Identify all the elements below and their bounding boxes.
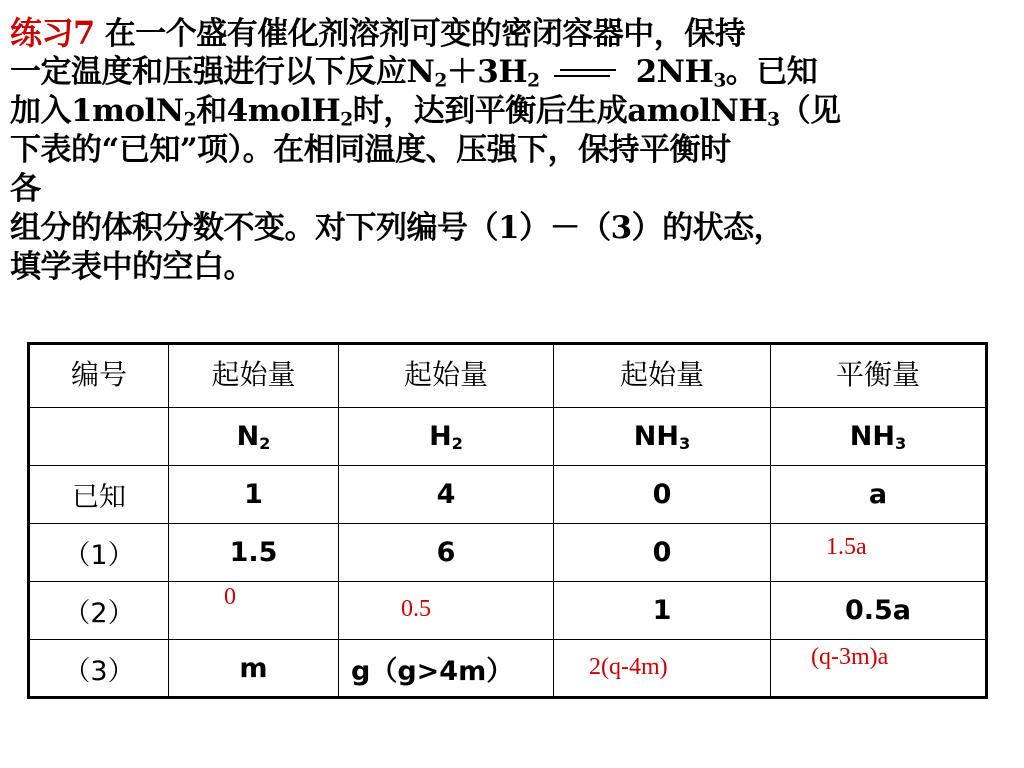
cell-nh3: 0	[554, 466, 771, 524]
cell-eq: 0.5a	[771, 582, 987, 640]
equilibrium-arrows-icon	[554, 64, 616, 84]
species-row	[29, 408, 987, 466]
header-cell: 平衡量	[771, 344, 987, 408]
cell-n2: m	[169, 640, 339, 698]
cell-nh3: 0	[554, 524, 771, 582]
cell-eq	[771, 524, 987, 582]
problem-line-5: 各	[10, 171, 41, 207]
table-row	[29, 524, 987, 582]
equilibrium-table	[27, 342, 988, 699]
row-label: （1）	[29, 524, 169, 582]
problem-text	[10, 14, 1010, 287]
answer-r3-nh3: 2(q-4m)	[589, 654, 668, 680]
species-cell-n2: $N_2$	[169, 408, 339, 466]
answer-r1-eq: 1.5a	[826, 534, 867, 560]
row-label: 已知	[29, 466, 169, 524]
table-row	[29, 582, 987, 640]
row-label: （3）	[29, 640, 169, 698]
table-row	[29, 640, 987, 698]
cell-n2: 1.5	[169, 524, 339, 582]
answer-r2-n2: 0	[224, 584, 236, 610]
header-cell: 起始量	[554, 344, 771, 408]
row-label: （2）	[29, 582, 169, 640]
problem-line-6: 组分的体积分数不变。对下列编号（1）－（3）的状态，	[10, 210, 785, 246]
species-cell-nh3: $NH_3$	[554, 408, 771, 466]
problem-line-3: 加入1molN$_2$和4molH$_2$时，达到平衡后生成amolNH$_3$（见	[10, 93, 841, 131]
cell-h2: g（g>4m）	[339, 640, 554, 698]
header-cell: 编号	[29, 344, 169, 408]
problem-line-7: 填学表中的空白。	[10, 249, 254, 285]
cell-h2	[339, 582, 554, 640]
problem-line-1: 练习7 在一个盛有催化剂溶剂可变的密闭容器中，保持	[10, 14, 746, 52]
table-header-row	[29, 344, 987, 408]
cell-nh3	[554, 640, 771, 698]
cell-nh3: 1	[554, 582, 771, 640]
species-cell-h2: $H_2$	[339, 408, 554, 466]
species-cell-nh3-eq: $NH_3$	[771, 408, 987, 466]
answer-r2-h2: 0.5	[401, 596, 431, 622]
cell-n2: 1	[169, 466, 339, 524]
problem-line-2: 一定温度和压强进行以下反应$N_2+3H_2$ $2NH_3$。已知	[10, 54, 818, 92]
problem-line-4: 下表的“已知”项）。在相同温度、压强下，保持平衡时	[10, 132, 731, 168]
empty-cell	[29, 408, 169, 466]
cell-eq	[771, 640, 987, 698]
header-cell: 起始量	[339, 344, 554, 408]
table-row	[29, 466, 987, 524]
cell-h2: 4	[339, 466, 554, 524]
answer-r3-eq: (q-3m)a	[811, 644, 889, 670]
exercise-label: 练习7	[10, 14, 95, 52]
header-cell: 起始量	[169, 344, 339, 408]
cell-h2: 6	[339, 524, 554, 582]
cell-eq: a	[771, 466, 987, 524]
cell-n2	[169, 582, 339, 640]
